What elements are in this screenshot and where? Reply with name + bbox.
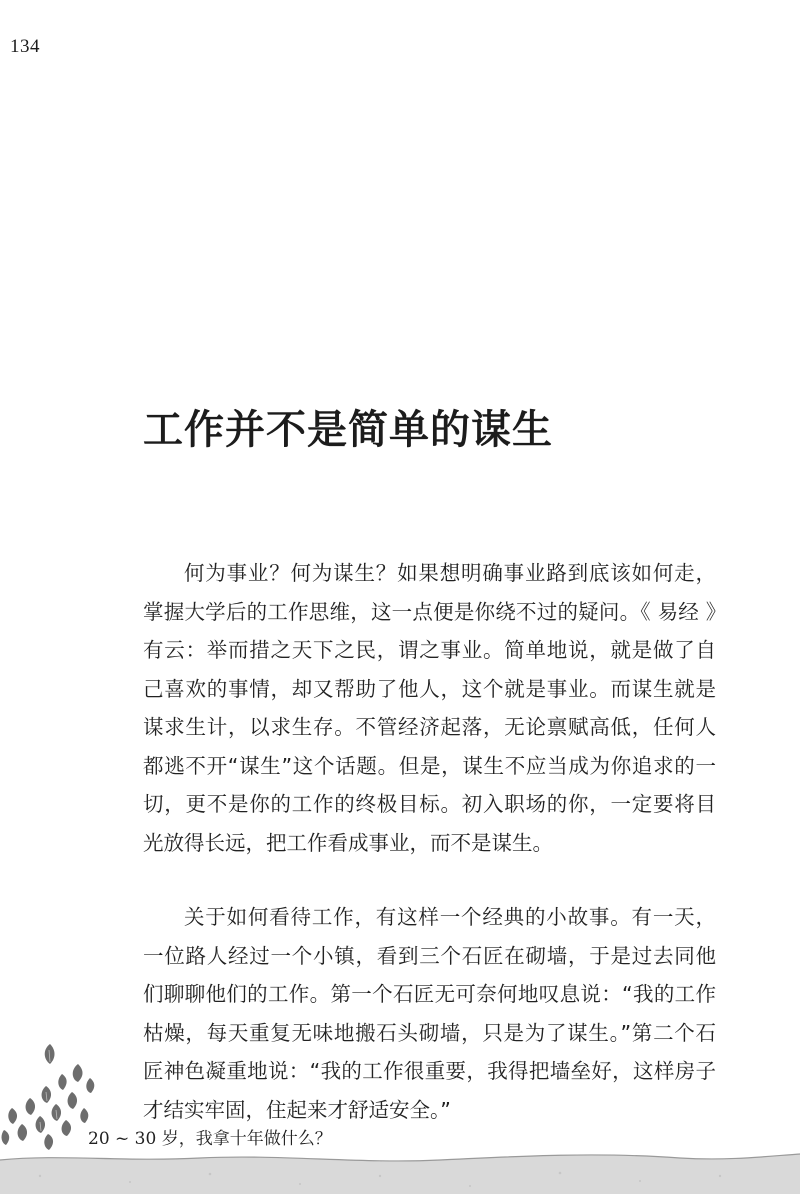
footer-band xyxy=(0,1146,800,1194)
paragraph-2: 关于如何看待工作，有这样一个经典的小故事。有一天，一位路人经过一个小镇，看到三个石匠在砌墙，于是过去同他们聊聊他们的工作。第一个石匠无可奈何地叹息说：“我的工作枯燥，每天重复无味地搬石头砌墙，只是为了谋生。”第二个石匠神色凝重地说：“我的工作很重要，我得把墙垒好，这样房子才结实牢固，住起来才舒适安全。” xyxy=(143,905,716,1122)
running-footer: 20 ~ 30 岁，我拿十年做什么？ xyxy=(88,1129,332,1149)
page-number: 134 xyxy=(10,36,40,57)
chapter-title: 工作并不是简单的谋生 xyxy=(143,406,553,453)
paragraph-1: 何为事业？何为谋生？如果想明确事业路到底该如何走，掌握大学后的工作思维，这一点便是你绕不过的疑问。《 易经 》有云：举而措之天下之民，谓之事业。简单地说，就是做了自己喜欢的事情，却又帮助了他人，这个就是事业。而谋生就是谋求生计，以求生存。不管经济起落，无论禀赋高低，任何人都逃不开“谋生”这个话题。但是，谋生不应当成为你追求的一切，更不是你的工作的终极目标。初入职场的你，一定要将目光放得长远，把工作看成事业，而不是谋生。 xyxy=(143,561,716,855)
